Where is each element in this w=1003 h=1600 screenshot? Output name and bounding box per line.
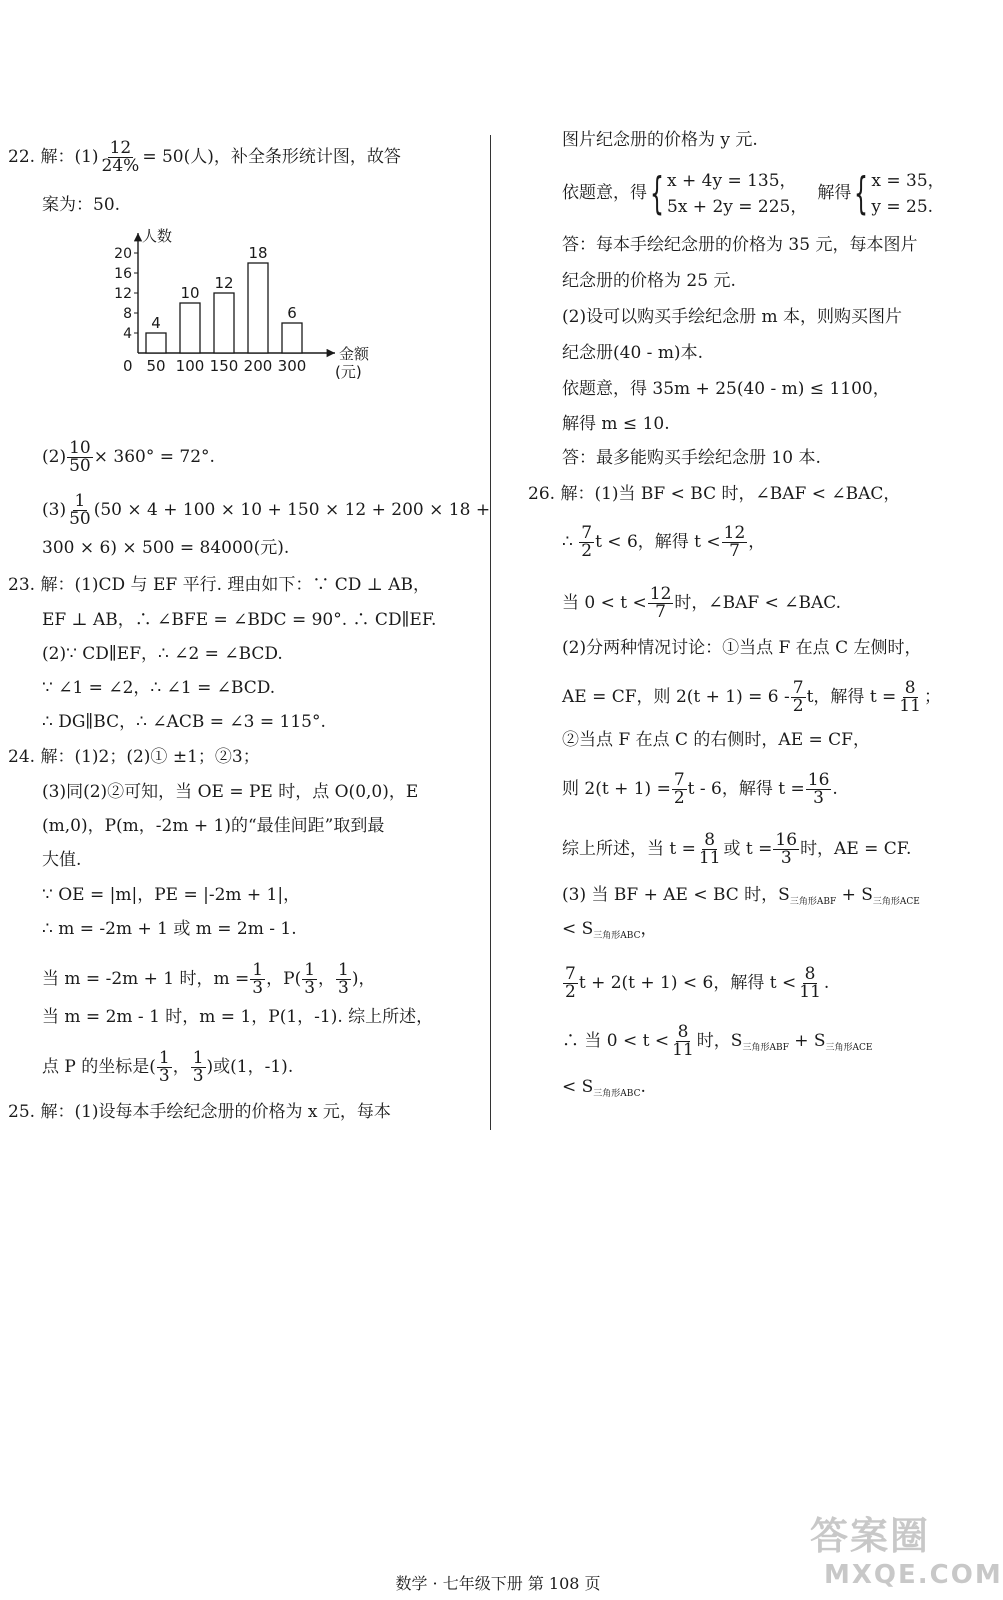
fraction: $\frac{16}{3}$ bbox=[807, 770, 830, 808]
fraction: $\frac{1}{3}$ bbox=[252, 960, 264, 998]
fraction: $\frac{7}{2}$ bbox=[565, 964, 576, 1002]
y-tick-label: 16 bbox=[114, 266, 132, 282]
x-tick-label: 50 bbox=[146, 357, 166, 375]
q26-line13: < $S_{三角形ABC}$. bbox=[562, 1077, 646, 1099]
bar bbox=[146, 333, 166, 353]
fraction: $\frac{1}{3}$ bbox=[158, 1048, 170, 1086]
fraction: $\frac{12}{7}$ bbox=[649, 584, 672, 622]
q26-line10: < $S_{三角形ABC}$， bbox=[562, 919, 658, 941]
q25-r4: 纪念册的价格为 25 元. bbox=[562, 271, 736, 291]
column-divider bbox=[490, 135, 491, 1130]
fraction: $\frac{7}{2}$ bbox=[673, 770, 685, 808]
x-axis-unit: (元) bbox=[335, 363, 362, 381]
q25-line1: 25. 解：(1)设每本手绘纪念册的价格为 x 元，每本 bbox=[8, 1102, 391, 1122]
bar-value-label: 18 bbox=[248, 244, 268, 262]
equation-system: { x = 35， y = 25. bbox=[854, 167, 945, 219]
q22-line1: 22. 解：(1) $\frac{12}{24\%}$ = 50(人)，补全条形统计图，故答 bbox=[8, 138, 401, 176]
q24-line1: 24. 解：(1)2；(2)① ±1；②3； bbox=[8, 747, 260, 767]
q26-line2: ∴ $\frac{7}{2}$ t < 6，解得 t < $\frac{12}{7}$ ， bbox=[562, 523, 766, 561]
fraction: $\frac{1}{50}$ bbox=[69, 491, 91, 529]
q26-line4: (2)分两种情况讨论：①当点 F 在点 C 左侧时， bbox=[562, 638, 922, 658]
q23-line1: 23. 解：(1)CD 与 EF 平行. 理由如下：∵ CD ⊥ AB， bbox=[8, 575, 430, 595]
x-tick-label: 150 bbox=[209, 357, 239, 375]
bar-chart bbox=[95, 225, 370, 385]
q23-line4: ∵ ∠1 = ∠2，∴ ∠1 = ∠BCD. bbox=[42, 678, 276, 698]
bar-value-label: 10 bbox=[180, 284, 200, 302]
y-tick-label: 12 bbox=[114, 286, 132, 302]
fraction: $\frac{1}{3}$ bbox=[192, 1048, 204, 1086]
fraction: $\frac{12}{24\%}$ bbox=[101, 138, 140, 176]
q26-line12: ∴ 当 0 < t < $\frac{8}{11}$ 时，$S_{三角形ABF} + S_{三角形ACE}$ bbox=[562, 1022, 873, 1060]
bar bbox=[214, 293, 234, 353]
y-axis-label: 人数 bbox=[142, 227, 173, 245]
q26-line6: ②当点 F 在点 C 的右侧时，AE = CF， bbox=[562, 730, 870, 750]
q24-line5: ∵ OE = |m|，PE = |-2m + 1|， bbox=[42, 885, 301, 905]
left-brace-icon: { bbox=[854, 167, 869, 219]
x-axis-label: 金额 bbox=[339, 345, 370, 363]
q26-line5: AE = CF，则 2(t + 1) = 6 - $\frac{7}{2}$ t，解得 t = $\frac{8}{11}$ ； bbox=[562, 678, 941, 716]
fraction: $\frac{7}{2}$ bbox=[792, 678, 804, 716]
bar bbox=[180, 303, 200, 353]
q25-r9: 答：最多能购买手绘纪念册 10 本. bbox=[562, 448, 821, 468]
q25-r5: (2)设可以购买手绘纪念册 m 本，则购买图片 bbox=[562, 307, 903, 327]
fraction: $\frac{8}{11}$ bbox=[698, 830, 721, 868]
fraction: $\frac{16}{3}$ bbox=[775, 830, 798, 868]
q26-line11: $\frac{7}{2}$ t + 2(t + 1) < 6，解得 t < $\frac{8}{11}$ . bbox=[565, 964, 830, 1002]
q25-r3: 答：每本手绘纪念册的价格为 35 元，每本图片 bbox=[562, 235, 918, 255]
y-tick-label: 4 bbox=[123, 326, 132, 342]
q25-r2: 依题意，得 { x + 4y = 135， 5x + 2y = 225， 解得 { x = 35， y = 25. bbox=[562, 167, 945, 219]
q22-part3: (3) $\frac{1}{50}$ (50 × 4 + 100 × 10 + 150 × 12 + 200 × 18 + bbox=[42, 491, 491, 529]
q26-line8: 综上所述，当 t = $\frac{8}{11}$ 或 t = $\frac{16}{3}$ 时，AE = CF. bbox=[562, 830, 912, 868]
bar bbox=[248, 263, 268, 353]
q26-line7: 则 2(t + 1) = $\frac{7}{2}$ t - 6，解得 t = $\frac{16}{3}$ . bbox=[562, 770, 838, 808]
q23-line2: EF ⊥ AB，∴ ∠BFE = ∠BDC = 90°. ∴ CD∥EF. bbox=[42, 610, 437, 630]
bar-value-label: 6 bbox=[287, 304, 297, 322]
origin-label: 0 bbox=[123, 357, 133, 375]
q22-line2: 案为：50. bbox=[42, 195, 121, 215]
x-tick-label: 200 bbox=[243, 357, 273, 375]
bar-value-label: 12 bbox=[214, 274, 234, 292]
q23-line5: ∴ DG∥BC，∴ ∠ACB = ∠3 = 115°. bbox=[42, 712, 326, 732]
q24-line8: 当 m = 2m - 1 时，m = 1，P(1，-1). 综上所述， bbox=[42, 1007, 434, 1027]
q25-r8: 解得 m ≤ 10. bbox=[562, 414, 670, 434]
fraction: $\frac{8}{11}$ bbox=[672, 1022, 694, 1060]
fraction: $\frac{1}{3}$ bbox=[304, 960, 316, 998]
q24-line6: ∴ m = -2m + 1 或 m = 2m - 1. bbox=[42, 919, 297, 939]
q24-line2: (3)同(2)②可知，当 OE = PE 时，点 O(0,0)，E bbox=[42, 782, 419, 802]
q26-line1: 26. 解：(1)当 BF < BC 时，∠BAF < ∠BAC， bbox=[528, 484, 901, 504]
q26-line9: (3) 当 BF + AE < BC 时，$S_{三角形ABF} + S_{三角形ACE}$ bbox=[562, 885, 920, 907]
x-tick-label: 300 bbox=[277, 357, 307, 375]
q24-line3: (m,0)，P(m，-2m + 1)的“最佳间距”取到最 bbox=[42, 816, 385, 836]
y-tick-label: 20 bbox=[114, 246, 132, 262]
q25-r1: 图片纪念册的价格为 y 元. bbox=[562, 130, 758, 150]
page-footer: 数学 · 七年级下册 第 108 页 bbox=[395, 1574, 601, 1593]
q26-line3: 当 0 < t < $\frac{12}{7}$ 时，∠BAF < ∠BAC. bbox=[562, 584, 842, 622]
fraction: $\frac{1}{3}$ bbox=[338, 960, 349, 998]
fraction: $\frac{8}{11}$ bbox=[799, 964, 821, 1002]
fraction: $\frac{7}{2}$ bbox=[581, 523, 593, 561]
q22-part3-line2: 300 × 6) × 500 = 84000(元). bbox=[42, 538, 290, 558]
left-brace-icon: { bbox=[650, 167, 664, 219]
y-tick-label: 8 bbox=[123, 306, 132, 322]
q24-line7: 当 m = -2m + 1 时，m = $\frac{1}{3}$ ，P( $\frac{1}{3}$ ， $\frac{1}{3}$ )， bbox=[42, 960, 376, 998]
q24-line9: 点 P 的坐标是( $\frac{1}{3}$ ， $\frac{1}{3}$ )或(1，-1). bbox=[42, 1048, 294, 1086]
fraction: $\frac{12}{7}$ bbox=[723, 523, 746, 561]
q22-part2: (2) $\frac{10}{50}$ × 360° = 72°. bbox=[42, 438, 215, 476]
fraction: $\frac{10}{50}$ bbox=[69, 438, 91, 476]
bar-value-label: 4 bbox=[151, 314, 161, 332]
q25-r7: 依题意，得 35m + 25(40 - m) ≤ 1100， bbox=[562, 379, 890, 399]
q24-line4: 大值. bbox=[42, 850, 82, 870]
fraction: $\frac{8}{11}$ bbox=[899, 678, 921, 716]
x-tick-label: 100 bbox=[175, 357, 205, 375]
q25-r6: 纪念册(40 - m)本. bbox=[562, 343, 703, 363]
q23-line3: (2)∵ CD∥EF，∴ ∠2 = ∠BCD. bbox=[42, 644, 283, 664]
bar bbox=[282, 323, 302, 353]
watermark-logo: 答案圈 MXQE.COM bbox=[810, 1514, 1003, 1590]
equation-system: { x + 4y = 135， 5x + 2y = 225， bbox=[650, 167, 808, 219]
